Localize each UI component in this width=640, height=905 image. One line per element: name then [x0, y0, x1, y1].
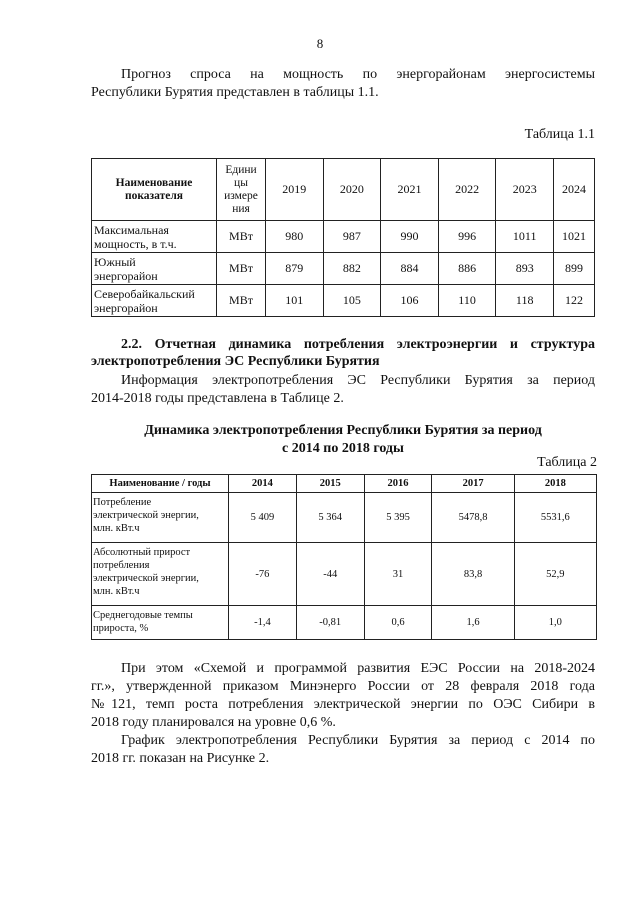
intro-paragraph — [91, 66, 595, 102]
closing-paragraph-2: График электропотребления Республики Бурятия за период с 2014 по 2018 гг. показан на Рисунке 2. — [91, 733, 595, 766]
table-2 — [91, 474, 597, 640]
table-1-1 — [91, 158, 595, 317]
table2-header-year: 2016 — [364, 475, 432, 493]
table1-header-name: Наименование показателя — [92, 159, 217, 221]
table2-header-year: 2014 — [229, 475, 297, 493]
table2-row-name: Абсолютный прирост потребления электрической энергии, млн. кВт.ч — [92, 543, 229, 606]
table1-cell: 122 — [554, 285, 595, 317]
table1-header-year: 2019 — [266, 159, 324, 221]
table2-row-name: Среднегодовые темпы прироста, % — [92, 606, 229, 640]
table1-cell: 1021 — [554, 221, 595, 253]
table2-row-name: Потребление электрической энергии, млн. кВт.ч — [92, 493, 229, 543]
table1-cell: 996 — [438, 221, 496, 253]
table1-row-name: Южный энергорайон — [92, 253, 217, 285]
table2-header-year: 2018 — [514, 475, 596, 493]
table1-cell: 884 — [381, 253, 439, 285]
table1-header-year: 2021 — [381, 159, 439, 221]
table-row — [92, 606, 597, 640]
table1-cell-unit: МВт — [217, 221, 266, 253]
table1-cell: 886 — [438, 253, 496, 285]
table-row — [92, 285, 595, 317]
table2-cell: -76 — [229, 543, 297, 606]
table1-cell: 101 — [266, 285, 324, 317]
table2-title: Динамика электропотребления Республики Бурятия за период с 2014 по 2018 годы — [144, 423, 542, 456]
table2-cell: 1,0 — [514, 606, 596, 640]
closing-paragraph-1: При этом «Схемой и программой развития ЕЭС России на 2018-2024 гг.», утвержденной приказом Минэнерго России от 28 февраля 2018 года №121, темп роста потребления электрической энергии по ОЭС Сибири в 2018 году планировался на уровне 0,6 %. — [91, 661, 595, 730]
table1-header-year: 2020 — [323, 159, 381, 221]
table2-cell: 83,8 — [432, 543, 514, 606]
table2-cell: -0,81 — [296, 606, 364, 640]
table2-cell: 0,6 — [364, 606, 432, 640]
table-row — [92, 253, 595, 285]
table2-cell: -1,4 — [229, 606, 297, 640]
table1-cell: 1011 — [496, 221, 554, 253]
table1-header-year: 2024 — [554, 159, 595, 221]
table1-header-year: 2023 — [496, 159, 554, 221]
table2-cell: 5 409 — [229, 493, 297, 543]
intro-line: Прогноз спроса на мощность по энергорайонам энергосистемы — [121, 67, 595, 82]
table1-cell: 105 — [323, 285, 381, 317]
table1-cell: 879 — [266, 253, 324, 285]
table2-cell: 5 364 — [296, 493, 364, 543]
table2-header-name: Наименование / годы — [92, 475, 229, 493]
table2-cell: 52,9 — [514, 543, 596, 606]
table1-cell: 990 — [381, 221, 439, 253]
table2-cell: -44 — [296, 543, 364, 606]
page-number: 8 — [316, 36, 324, 51]
table-row — [92, 221, 595, 253]
table-row — [92, 543, 597, 606]
intro-line: Республики Бурятия представлен в таблицы 1.1. — [91, 85, 379, 100]
table1-cell: 893 — [496, 253, 554, 285]
table2-cell: 31 — [364, 543, 432, 606]
table1-cell: 110 — [438, 285, 496, 317]
table1-cell: 106 — [381, 285, 439, 317]
table1-cell-unit: МВт — [217, 285, 266, 317]
table2-cell: 5 395 — [364, 493, 432, 543]
table2-header-year: 2015 — [296, 475, 364, 493]
section-paragraph: Информация электропотребления ЭС Республики Бурятия за период 2014-2018 годы представлена в Таблице 2. — [91, 373, 595, 406]
table2-header-year: 2017 — [432, 475, 514, 493]
table2-cell: 5478,8 — [432, 493, 514, 543]
table-row — [92, 493, 597, 543]
table1-row-name: Северобайкальский энергорайон — [92, 285, 217, 317]
table1-header-year: 2022 — [438, 159, 496, 221]
table1-cell-unit: МВт — [217, 253, 266, 285]
table2-cell: 1,6 — [432, 606, 514, 640]
section-heading: 2.2. Отчетная динамика потребления электроэнергии и структура электропотребления ЭС Республики Бурятия — [91, 337, 595, 369]
table2-caption: Таблица 2 — [537, 455, 597, 470]
table1-header-unit: Едини цы измере ния — [217, 159, 266, 221]
table1-cell: 987 — [323, 221, 381, 253]
table1-cell: 899 — [554, 253, 595, 285]
table1-cell: 980 — [266, 221, 324, 253]
table1-cell: 118 — [496, 285, 554, 317]
table1-cell: 882 — [323, 253, 381, 285]
table1-caption: Таблица 1.1 — [524, 127, 595, 142]
table2-cell: 5531,6 — [514, 493, 596, 543]
table1-row-name: Максимальная мощность, в т.ч. — [92, 221, 217, 253]
